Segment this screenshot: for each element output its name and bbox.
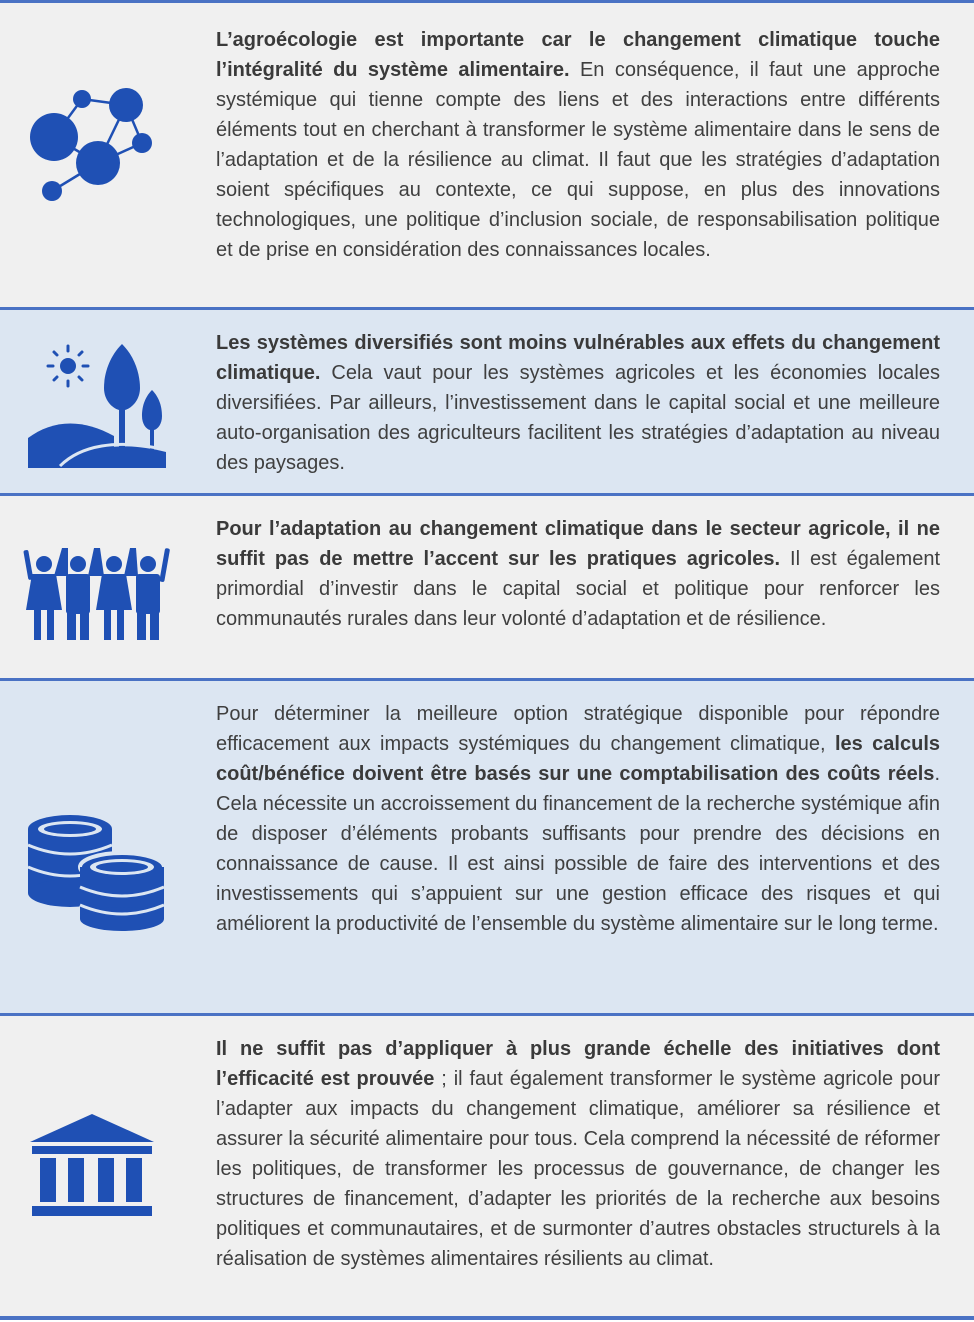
section-3-body: Il est également primordial d’investir dans le capital social et politique pour renforcer les communautés rurales dans leur volonté d’adaptation et de résilience. [216,548,940,630]
institution-icon [22,1112,172,1222]
section-1-bold: L’agroécologie est importante car le changement climatique touche l’intégralité du système alimentaire. [216,29,940,81]
section-social-capital [0,493,974,678]
section-1-text [216,25,940,265]
section-4-text [216,699,940,939]
section-4-intro: Pour déterminer la meilleure option stratégique disponible pour répondre efficacement aux impacts systémiques du changement climatique, [216,703,940,755]
coins-icon [22,811,172,931]
landscape-icon [22,340,172,470]
section-3-bold: Pour l’adaptation au changement climatique dans le secteur agricole, il ne suffit pas de mettre l’accent sur les pratiques agricoles. [216,518,940,570]
section-diversified-systems [0,307,974,493]
section-agroecology [0,0,974,307]
section-4-bold: les calculs coût/bénéfice doivent être basés sur une comptabilisation des coûts réels [216,733,940,785]
section-1-body: En conséquence, il faut une approche systémique qui tienne compte des liens et des interactions entre différents éléments tout en cherchant à transformer le système alimentaire dans le sens de l’adaptation et de la résilience au climat. Il faut que les stratégies d’adaptation soient spécifiques au contexte, ce qui suppose, en plus des innovations technologiques, une politique d’inclusion sociale, de responsabilisation politique et de prise en considération des connaissances locales. [216,59,941,261]
bottom-divider [0,1316,974,1320]
community-icon [22,546,172,646]
section-5-text [216,1034,940,1274]
section-2-text [216,328,940,478]
section-3-text [216,514,940,634]
network-icon [22,81,172,211]
section-cost-benefit [0,678,974,1013]
section-2-body: Cela vaut pour les systèmes agricoles et les économies locales diversifiées. Par ailleurs, l’investissement dans le capital social et une meilleure auto-organisation des agriculteurs facilitent les stratégies d’adaptation au niveau des paysages. [216,362,940,474]
section-system-transformation [0,1013,974,1316]
section-2-bold: Les systèmes diversifiés sont moins vulnérables aux effets du changement climatique. [216,332,940,384]
section-5-body: ; il faut également transformer le système agricole pour l’adapter aux impacts du changement climatique, améliorer sa résilience et assurer la sécurité alimentaire pour tous. Cela comprend la nécessité de réformer les politiques, de transformer les processus de gouvernance, de changer les structures de financement, d’adapter les priorités de la recherche aux besoins politiques et communautaires, et de surmonter d’autres obstacles structurels à la réalisation de systèmes alimentaires résilients au climat. [216,1068,940,1270]
section-4-body: . Cela nécessite un accroissement du financement de la recherche systémique afin de disposer d’éléments probants suffisants pour prendre des décisions en connaissance de cause. Il est ainsi possible de faire des interventions et des investissements qui s’appuient sur une gestion efficace des risques et qui améliorent la productivité de l’ensemble du système alimentaire sur le long terme. [216,763,940,935]
section-5-bold: Il ne suffit pas d’appliquer à plus grande échelle des initiatives dont l’efficacité est prouvée [216,1038,940,1090]
